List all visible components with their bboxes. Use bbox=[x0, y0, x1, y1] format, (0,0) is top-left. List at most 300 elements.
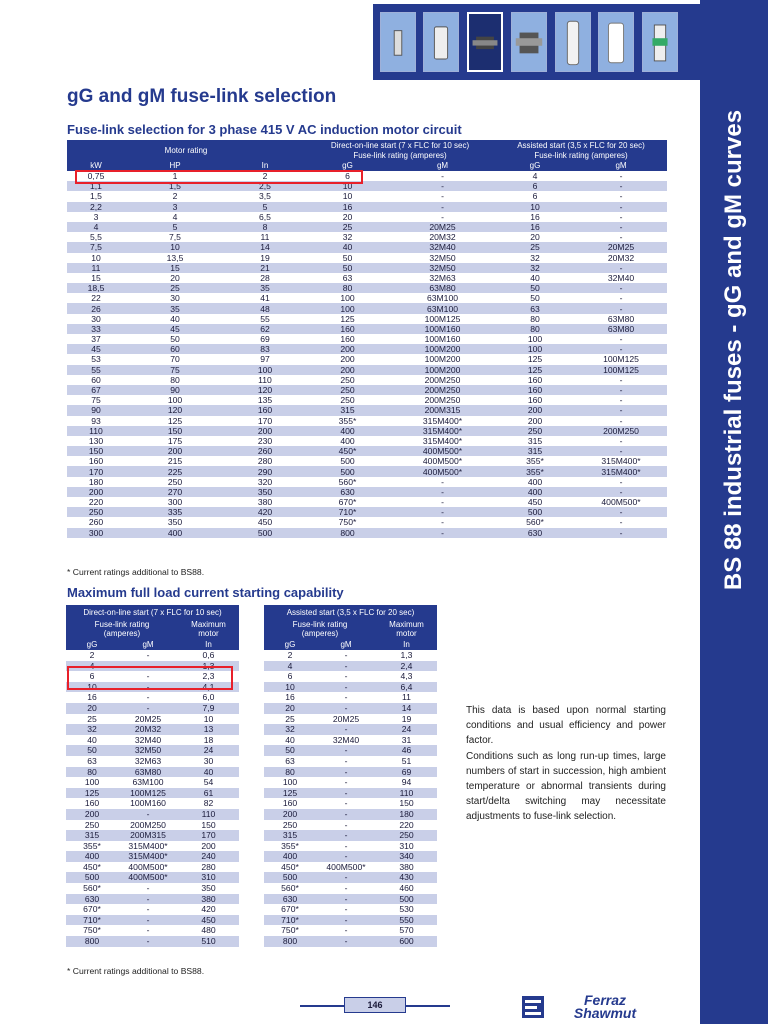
table-cell: 55 bbox=[67, 365, 125, 375]
table-cell: 420 bbox=[225, 507, 305, 517]
table-cell: - bbox=[118, 671, 178, 682]
table-cell: 19 bbox=[225, 253, 305, 263]
table-cell: 32 bbox=[264, 724, 316, 735]
table-row bbox=[66, 724, 239, 735]
table-cell: 48 bbox=[225, 303, 305, 313]
motor-selection-table bbox=[67, 140, 667, 538]
table-cell: 22 bbox=[67, 293, 125, 303]
table-cell: 710* bbox=[66, 915, 118, 926]
table-row bbox=[67, 344, 667, 354]
table-cell: - bbox=[575, 191, 667, 201]
brand-line2: Shawmut bbox=[573, 1005, 637, 1021]
table-cell: 335 bbox=[125, 507, 225, 517]
table-cell: 180 bbox=[67, 477, 125, 487]
table-cell: 110 bbox=[178, 809, 239, 820]
direct-start-table bbox=[66, 605, 239, 947]
table-cell: 315 bbox=[66, 830, 118, 841]
table-row bbox=[67, 426, 667, 436]
table-cell: 315M400* bbox=[390, 436, 495, 446]
table-cell: 1,5 bbox=[67, 191, 125, 201]
table-cell: 215 bbox=[125, 456, 225, 466]
table-cell: 200 bbox=[125, 446, 225, 456]
table-cell: 160 bbox=[67, 456, 125, 466]
table-cell: 60 bbox=[125, 344, 225, 354]
brand-line1: Ferraz bbox=[583, 992, 627, 1008]
table-cell: 1,1 bbox=[67, 181, 125, 191]
table-cell: 200 bbox=[495, 405, 575, 415]
table-cell: 250 bbox=[125, 477, 225, 487]
table-cell: 420 bbox=[178, 904, 239, 915]
table-cell: - bbox=[575, 385, 667, 395]
info-paragraph-2: Conditions such as long run-up times, large numbers of start in succession, high ambient temperature or abnormal transients during start/delta switching may necessitate adjustments to fuse-link selection. bbox=[466, 750, 666, 823]
table-cell: 510 bbox=[178, 936, 239, 947]
direct-table-title: Direct-on-line start (7 x FLC for 10 sec) bbox=[66, 605, 239, 619]
table-cell: 355* bbox=[66, 841, 118, 852]
table-cell: - bbox=[575, 232, 667, 242]
table-cell: 80 bbox=[264, 767, 316, 778]
table-cell: 150 bbox=[376, 798, 437, 809]
table-cell: 2,3 bbox=[178, 671, 239, 682]
table-cell: 63 bbox=[66, 756, 118, 767]
table-cell: 8 bbox=[225, 222, 305, 232]
table-cell: 30 bbox=[125, 293, 225, 303]
table-cell: 100 bbox=[305, 303, 390, 313]
table-cell: 500 bbox=[305, 466, 390, 476]
table-cell: 4 bbox=[66, 661, 118, 672]
table-cell: - bbox=[575, 436, 667, 446]
brand-text bbox=[550, 994, 660, 1020]
direct-sub-header: Fuse-link rating (amperes) bbox=[305, 150, 495, 160]
table-cell: 10 bbox=[125, 242, 225, 252]
table-cell: - bbox=[316, 682, 376, 693]
table-row bbox=[66, 841, 239, 852]
table-cell: 380 bbox=[376, 862, 437, 873]
table-cell: 800 bbox=[66, 936, 118, 947]
table-cell: 220 bbox=[376, 820, 437, 831]
table-cell: - bbox=[316, 777, 376, 788]
table-cell: 630 bbox=[495, 528, 575, 538]
table-cell: 50 bbox=[125, 334, 225, 344]
table-row bbox=[264, 745, 437, 756]
table-row bbox=[67, 212, 667, 222]
table-cell: - bbox=[575, 222, 667, 232]
table-cell: 100M125 bbox=[390, 314, 495, 324]
table-row bbox=[67, 242, 667, 252]
table-cell: 62 bbox=[225, 324, 305, 334]
table-cell: 20M25 bbox=[390, 222, 495, 232]
assisted-fuse-label: Fuse-link rating (amperes) bbox=[264, 619, 376, 639]
table-row bbox=[66, 904, 239, 915]
table-cell: 260 bbox=[225, 446, 305, 456]
assisted-sub-header: Fuse-link rating (amperes) bbox=[495, 150, 667, 160]
table-row bbox=[66, 767, 239, 778]
motor-rating-header: Motor rating bbox=[67, 140, 305, 160]
table-cell: 750* bbox=[66, 925, 118, 936]
table-cell: - bbox=[575, 303, 667, 313]
section1-heading: Fuse-link selection for 3 phase 415 V AC induction motor circuit bbox=[67, 122, 462, 137]
table-cell: 20M25 bbox=[316, 714, 376, 725]
table-cell: 170 bbox=[225, 416, 305, 426]
table-cell: 220 bbox=[67, 497, 125, 507]
highlight-box-2 bbox=[67, 666, 233, 690]
table-cell: 100 bbox=[495, 344, 575, 354]
table-cell: 710* bbox=[264, 915, 316, 926]
table-cell: 200M315 bbox=[390, 405, 495, 415]
table-cell: 14 bbox=[376, 703, 437, 714]
table-cell: 450 bbox=[178, 915, 239, 926]
info-paragraph bbox=[466, 703, 666, 825]
table-row bbox=[66, 714, 239, 725]
table-cell: - bbox=[316, 851, 376, 862]
table-cell: 80 bbox=[495, 324, 575, 334]
table-row bbox=[264, 872, 437, 883]
table-cell: 40 bbox=[66, 735, 118, 746]
table-row bbox=[67, 466, 667, 476]
table-cell: 175 bbox=[125, 436, 225, 446]
table-cell: 10 bbox=[305, 191, 390, 201]
table-cell: 20M32 bbox=[390, 232, 495, 242]
table-cell: - bbox=[316, 661, 376, 672]
table-cell: - bbox=[316, 872, 376, 883]
table-cell: - bbox=[575, 528, 667, 538]
table-row bbox=[66, 703, 239, 714]
table-cell: 50 bbox=[495, 283, 575, 293]
table-cell: 2 bbox=[125, 191, 225, 201]
table-cell: 21 bbox=[225, 263, 305, 273]
table-cell: 450* bbox=[305, 446, 390, 456]
table-cell: 380 bbox=[178, 894, 239, 905]
table-cell: 600 bbox=[376, 936, 437, 947]
table-cell: 100 bbox=[305, 293, 390, 303]
table-cell: 13 bbox=[178, 724, 239, 735]
table-cell: 32M40 bbox=[575, 273, 667, 283]
table-cell: 10 bbox=[495, 202, 575, 212]
table-cell: 100M125 bbox=[575, 365, 667, 375]
table-row bbox=[67, 303, 667, 313]
table-cell: 2,4 bbox=[376, 661, 437, 672]
table-cell: 200 bbox=[305, 354, 390, 364]
table-cell: 300 bbox=[67, 528, 125, 538]
table-cell: 315M400* bbox=[118, 851, 178, 862]
table-cell: 630 bbox=[305, 487, 390, 497]
table-cell: 550 bbox=[376, 915, 437, 926]
table-cell: 200M250 bbox=[390, 375, 495, 385]
table-cell: 2 bbox=[264, 650, 316, 661]
table-cell: 83 bbox=[225, 344, 305, 354]
table-cell: 20 bbox=[305, 212, 390, 222]
table-row bbox=[67, 202, 667, 212]
table-cell: 0,75 bbox=[67, 171, 125, 181]
table-cell: 100M160 bbox=[118, 798, 178, 809]
table-cell: 4 bbox=[125, 212, 225, 222]
fuse-thumbnail-icon bbox=[598, 12, 634, 72]
table-cell: 200M250 bbox=[390, 385, 495, 395]
table-cell: 100 bbox=[495, 334, 575, 344]
table-row bbox=[67, 232, 667, 242]
table-cell: 150 bbox=[67, 446, 125, 456]
table-cell: - bbox=[575, 507, 667, 517]
assisted-col-gm: gM bbox=[316, 639, 376, 650]
table-cell: 400 bbox=[305, 426, 390, 436]
table-cell: - bbox=[316, 915, 376, 926]
table-cell: 355* bbox=[264, 841, 316, 852]
table-row bbox=[67, 416, 667, 426]
assisted-start-header: Assisted start (3,5 x FLC for 20 sec) bbox=[495, 140, 667, 150]
table-cell: 100 bbox=[66, 777, 118, 788]
table-cell: 1,5 bbox=[125, 181, 225, 191]
table-cell: 5 bbox=[225, 202, 305, 212]
table-cell: 200 bbox=[225, 426, 305, 436]
table-cell: 200M250 bbox=[575, 426, 667, 436]
table-cell: 315M400* bbox=[390, 416, 495, 426]
table-cell: 31 bbox=[376, 735, 437, 746]
table-cell: - bbox=[316, 809, 376, 820]
table-cell: - bbox=[575, 416, 667, 426]
table-cell: 500 bbox=[305, 456, 390, 466]
table-cell: 200 bbox=[66, 809, 118, 820]
table-cell: 100M200 bbox=[390, 365, 495, 375]
table-row bbox=[264, 936, 437, 947]
table-cell: 25 bbox=[264, 714, 316, 725]
table-cell: - bbox=[316, 841, 376, 852]
table-cell: - bbox=[390, 497, 495, 507]
table-cell: 120 bbox=[125, 405, 225, 415]
table-cell: 200 bbox=[305, 344, 390, 354]
table-cell: 60 bbox=[67, 375, 125, 385]
table-cell: 70 bbox=[125, 354, 225, 364]
table-row bbox=[66, 650, 239, 661]
table-row bbox=[66, 820, 239, 831]
table-row bbox=[67, 263, 667, 273]
table-cell: 560* bbox=[305, 477, 390, 487]
table-cell: 400 bbox=[66, 851, 118, 862]
table-cell: - bbox=[316, 894, 376, 905]
table-cell: 260 bbox=[67, 517, 125, 527]
table-cell: 250 bbox=[305, 395, 390, 405]
table-cell: 80 bbox=[495, 314, 575, 324]
table-cell: 750* bbox=[264, 925, 316, 936]
table-cell: - bbox=[118, 809, 178, 820]
table-cell: 100M125 bbox=[575, 354, 667, 364]
col-kw: kW bbox=[67, 160, 125, 171]
table-cell: 40 bbox=[125, 314, 225, 324]
table-cell: 350 bbox=[225, 487, 305, 497]
table-row bbox=[66, 862, 239, 873]
table-cell: 160 bbox=[264, 798, 316, 809]
table-cell: 110 bbox=[225, 375, 305, 385]
table-cell: 6 bbox=[495, 181, 575, 191]
table-cell: 630 bbox=[264, 894, 316, 905]
table-cell: 30 bbox=[67, 314, 125, 324]
table-row bbox=[264, 767, 437, 778]
table-cell: 315M400* bbox=[118, 841, 178, 852]
table-cell: 33 bbox=[67, 324, 125, 334]
table-cell: 6 bbox=[495, 191, 575, 201]
table-cell: 400 bbox=[495, 487, 575, 497]
table-cell: - bbox=[118, 661, 178, 672]
table-cell: 16 bbox=[305, 202, 390, 212]
table-cell: 400M500* bbox=[118, 862, 178, 873]
table-cell: 560* bbox=[495, 517, 575, 527]
table-row bbox=[67, 253, 667, 263]
footnote-1: * Current ratings additional to BS88. bbox=[67, 567, 205, 577]
table-cell: 350 bbox=[125, 517, 225, 527]
table-row bbox=[66, 735, 239, 746]
table-cell: 170 bbox=[67, 466, 125, 476]
table-cell: 315 bbox=[305, 405, 390, 415]
table-cell: 20M32 bbox=[118, 724, 178, 735]
table-cell: - bbox=[575, 334, 667, 344]
table-cell: 500 bbox=[225, 528, 305, 538]
table-cell: 20M25 bbox=[118, 714, 178, 725]
table-cell: 290 bbox=[225, 466, 305, 476]
table-cell: 35 bbox=[225, 283, 305, 293]
table-row bbox=[66, 851, 239, 862]
table-cell: 670* bbox=[264, 904, 316, 915]
table-cell: - bbox=[390, 212, 495, 222]
table-cell: 4,3 bbox=[376, 671, 437, 682]
col-gm: gM bbox=[390, 160, 495, 171]
table-cell: 125 bbox=[305, 314, 390, 324]
col-hp: HP bbox=[125, 160, 225, 171]
table-cell: 400M500* bbox=[118, 872, 178, 883]
table-cell: 400 bbox=[305, 436, 390, 446]
table-cell: 125 bbox=[66, 788, 118, 799]
table-row bbox=[264, 883, 437, 894]
table-cell: 20 bbox=[66, 703, 118, 714]
table-cell: 400 bbox=[264, 851, 316, 862]
table-cell: 160 bbox=[305, 324, 390, 334]
table-row bbox=[67, 456, 667, 466]
table-cell: 82 bbox=[178, 798, 239, 809]
table-cell: 430 bbox=[376, 872, 437, 883]
table-cell: 41 bbox=[225, 293, 305, 303]
table-cell: 10 bbox=[67, 253, 125, 263]
table-row bbox=[66, 788, 239, 799]
table-cell: 2,5 bbox=[225, 181, 305, 191]
col-gg-assisted: gG bbox=[495, 160, 575, 171]
table-cell: 100M200 bbox=[390, 354, 495, 364]
table-row bbox=[264, 894, 437, 905]
table-cell: 11 bbox=[376, 692, 437, 703]
table-cell: 14 bbox=[225, 242, 305, 252]
table-cell: 160 bbox=[495, 395, 575, 405]
fuse-thumbnail-icon bbox=[380, 12, 416, 72]
table-cell: 225 bbox=[125, 466, 225, 476]
table-cell: 200 bbox=[178, 841, 239, 852]
table-cell: 570 bbox=[376, 925, 437, 936]
table-row bbox=[67, 222, 667, 232]
table-cell: 6 bbox=[66, 671, 118, 682]
table-cell: 55 bbox=[225, 314, 305, 324]
section2-heading: Maximum full load current starting capability bbox=[67, 585, 344, 600]
table-cell: 32 bbox=[495, 263, 575, 273]
table-cell: 200M250 bbox=[118, 820, 178, 831]
table-cell: 53 bbox=[67, 354, 125, 364]
table-cell: 11 bbox=[67, 263, 125, 273]
table-cell: 50 bbox=[264, 745, 316, 756]
table-cell: 50 bbox=[305, 253, 390, 263]
table-cell: 250 bbox=[376, 830, 437, 841]
table-cell: 800 bbox=[305, 528, 390, 538]
table-cell: - bbox=[316, 767, 376, 778]
table-row bbox=[66, 809, 239, 820]
table-cell: - bbox=[316, 671, 376, 682]
table-cell: - bbox=[575, 181, 667, 191]
table-cell: 63M100 bbox=[118, 777, 178, 788]
table-cell: 32M50 bbox=[390, 263, 495, 273]
table-cell: 315M400* bbox=[575, 456, 667, 466]
table-cell: 25 bbox=[125, 283, 225, 293]
table-cell: 400 bbox=[495, 477, 575, 487]
table-cell: 50 bbox=[495, 293, 575, 303]
table-cell: 5 bbox=[125, 222, 225, 232]
table-row bbox=[67, 365, 667, 375]
direct-col-gm: gM bbox=[118, 639, 178, 650]
table-cell: 18 bbox=[178, 735, 239, 746]
table-cell: 280 bbox=[178, 862, 239, 873]
table-cell: - bbox=[390, 202, 495, 212]
table-cell: - bbox=[390, 181, 495, 191]
table-cell: 7,5 bbox=[67, 242, 125, 252]
direct-max-label: Maximum motor bbox=[178, 619, 239, 639]
table-cell: 100M200 bbox=[390, 344, 495, 354]
direct-col-gg: gG bbox=[66, 639, 118, 650]
table-cell: 350 bbox=[178, 883, 239, 894]
col-in: In bbox=[225, 160, 305, 171]
table-cell: 230 bbox=[225, 436, 305, 446]
table-cell: 670* bbox=[66, 904, 118, 915]
fuse-thumbnail-icon bbox=[642, 12, 678, 72]
table-cell: 100 bbox=[125, 395, 225, 405]
table-cell: - bbox=[118, 692, 178, 703]
table-cell: 500 bbox=[376, 894, 437, 905]
col-gg: gG bbox=[305, 160, 390, 171]
table-row bbox=[264, 703, 437, 714]
table-cell: 16 bbox=[264, 692, 316, 703]
table-cell: 16 bbox=[495, 212, 575, 222]
table-cell: - bbox=[118, 650, 178, 661]
table-cell: - bbox=[575, 477, 667, 487]
table-row bbox=[67, 405, 667, 415]
table-cell: - bbox=[118, 925, 178, 936]
direct-start-header: Direct-on-line start (7 x FLC for 10 sec) bbox=[305, 140, 495, 150]
assisted-start-table-wrapper bbox=[264, 605, 437, 947]
table-cell: 100 bbox=[264, 777, 316, 788]
table-cell: 80 bbox=[66, 767, 118, 778]
page-title: gG and gM fuse-link selection bbox=[67, 86, 337, 107]
table-cell: - bbox=[118, 883, 178, 894]
table-row bbox=[67, 324, 667, 334]
table-cell: 69 bbox=[225, 334, 305, 344]
table-cell: 7,5 bbox=[125, 232, 225, 242]
table-cell: 630 bbox=[66, 894, 118, 905]
table-cell: - bbox=[316, 820, 376, 831]
table-cell: 63M80 bbox=[575, 314, 667, 324]
table-cell: - bbox=[316, 745, 376, 756]
table-cell: 315M400* bbox=[575, 466, 667, 476]
table-cell: 400 bbox=[125, 528, 225, 538]
table-cell: 24 bbox=[178, 745, 239, 756]
table-cell: 90 bbox=[67, 405, 125, 415]
table-cell: 670* bbox=[305, 497, 390, 507]
table-cell: 63 bbox=[495, 303, 575, 313]
table-row bbox=[66, 883, 239, 894]
table-cell: 2,2 bbox=[67, 202, 125, 212]
table-row bbox=[264, 915, 437, 926]
table-row bbox=[66, 777, 239, 788]
table-cell: 3,5 bbox=[225, 191, 305, 201]
